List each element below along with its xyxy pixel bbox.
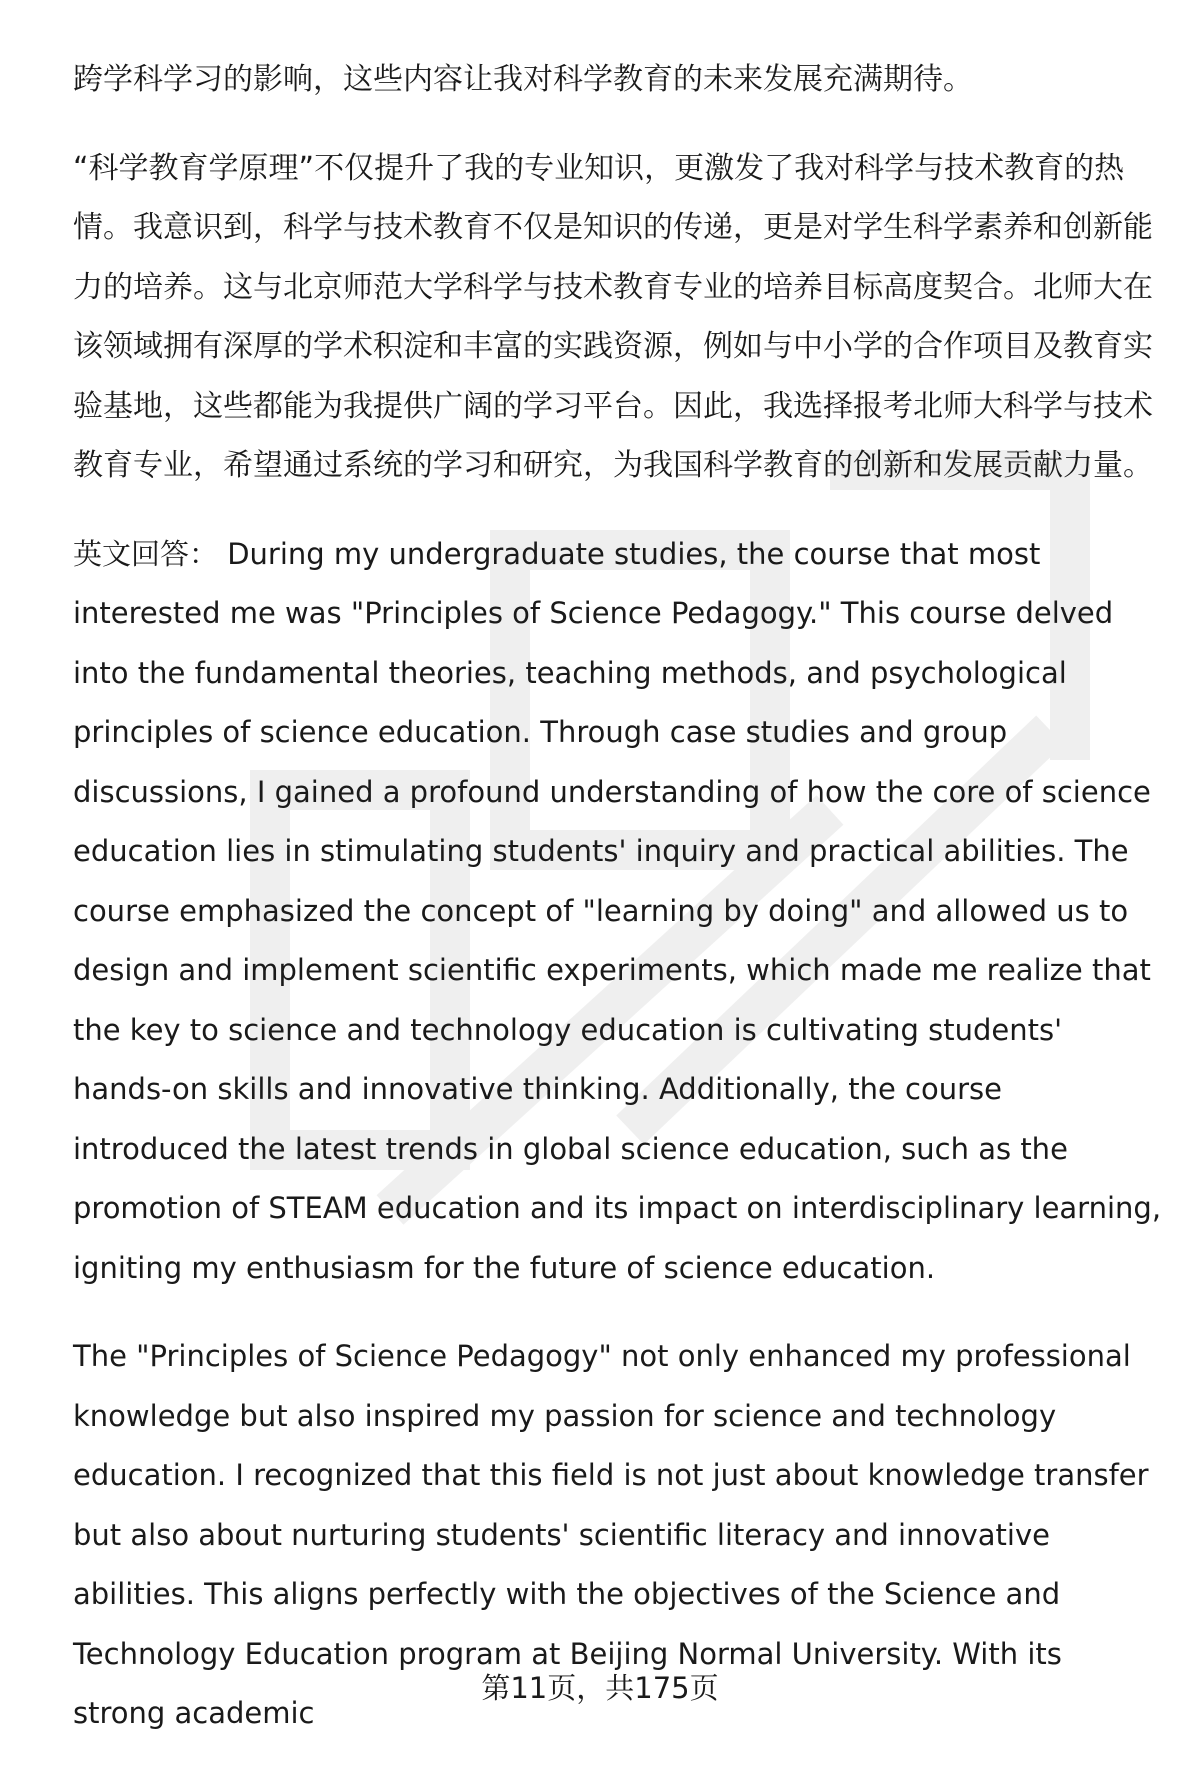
document-page — [73, 50, 1163, 1773]
paragraph-en-continuation: The "Principles of Science Pedagogy" not only enhanced my professional knowledge but also inspired my passion for science and technology education. I recognized that this field is not just about knowledge transfer but also about nurturing students' scientific literacy and innovative abilities. This aligns perfectly with the objectives of the Science and Technology Education program at Beijing Normal University. With its strong academic — [73, 1339, 1149, 1730]
paragraph-zh-main: “科学教育学原理”不仅提升了我的专业知识，更激发了我对科学与技术教育的热情。我意识到，科学与技术教育不仅是知识的传递，更是对学生科学素养和创新能力的培养。这与北京师范大学科学与技术教育专业的培养目标高度契合。北师大在该领域拥有深厚的学术积淀和丰富的实践资源，例如与中小学的合作项目及教育实验基地，这些都能为我提供广阔的学习平台。因此，我选择报考北师大科学与技术教育专业，希望通过系统的学习和研究，为我国科学教育的创新和发展贡献力量。 — [73, 150, 1153, 483]
paragraph-zh-intro-tail: 跨学科学习的影响，这些内容让我对科学教育的未来发展充满期待。 — [73, 62, 973, 97]
page-number-footer: 第11页，共175页 — [481, 1671, 719, 1705]
paragraph-en-answer: 英文回答： During my undergraduate studies, the course that most interested me was "Principles of Science Pedagogy." This course delved into the fundamental theories, teaching methods, and psychological principles of science education. Through case studies and group discussions, I gained a profound understanding of how the core of science education lies in stimulating students' inquiry and practical abilities. The course emphasized the concept of "learning by doing" and allowed us to design and implement scientific experiments, which made me realize that the key to science and technology education is cultivating students' hands-on skills and innovative thinking. Additionally, the course introduced the latest trends in global science education, such as the promotion of STEAM education and its impact on interdisciplinary learning, igniting my enthusiasm for the future of science education. — [73, 536, 1162, 1285]
